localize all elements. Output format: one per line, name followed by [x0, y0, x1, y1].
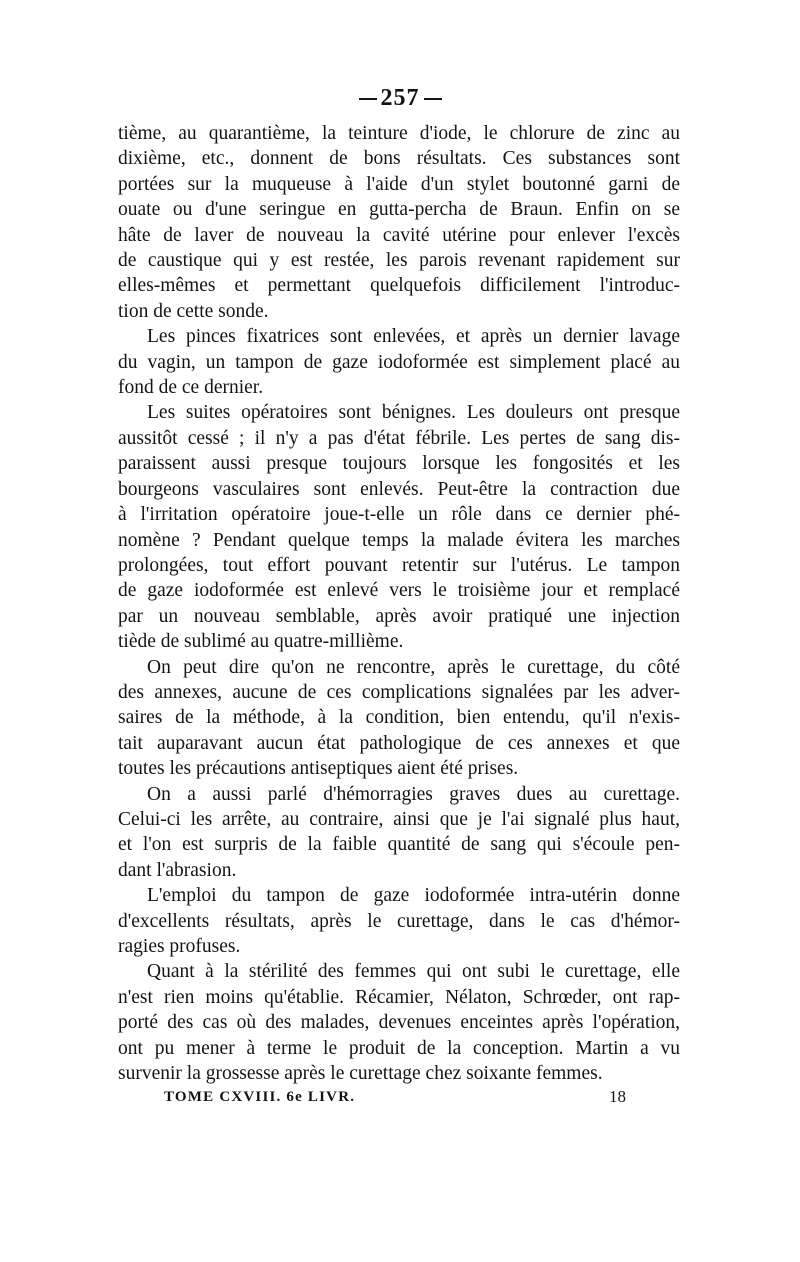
- text-line: tiède de sublimé au quatre-millième.: [118, 631, 404, 653]
- text-line: tième, au quarantième, la teinture d'iode, le chlorure de zinc au: [118, 123, 680, 144]
- text-line: des annexes, aucune de ces complications signalées par les adver-: [118, 681, 680, 703]
- text-line: paraissent aussi presque toujours lorsque les fongosités et les: [118, 453, 680, 475]
- text-line: prolongées, tout effort pouvant retentir sur l'utérus. Le tampon: [118, 554, 680, 576]
- text-line: aussitôt cessé ; il n'y a pas d'état fébrile. Les pertes de sang dis-: [118, 427, 680, 449]
- text-line: Celui-ci les arrête, au contraire, ainsi que je l'ai signalé plus haut,: [118, 808, 680, 830]
- text-line: nomène ? Pendant quelque temps la malade évitera les marches: [118, 529, 680, 551]
- text-line: bourgeons vasculaires sont enlevés. Peut-être la contraction due: [118, 478, 680, 500]
- text-line: tait auparavant aucun état pathologique de ces annexes et que: [118, 732, 680, 754]
- text-line: Les suites opératoires sont bénignes. Les douleurs ont presque: [147, 402, 680, 424]
- footer-sheet-number: 18: [609, 1087, 626, 1106]
- paragraph: [118, 121, 680, 324]
- text-line: ragies profuses.: [118, 936, 241, 957]
- paragraph: [118, 324, 680, 400]
- text-line: dixième, etc., donnent de bons résultats. Ces substances sont: [118, 148, 680, 170]
- text-line: et l'on est surpris de la faible quantité de sang qui s'écoule pen-: [118, 834, 680, 856]
- text-line: ouate ou d'une seringue en gutta-percha de Braun. Enfin on se: [118, 199, 680, 221]
- text-line: porté des cas où des malades, devenues enceintes après l'opération,: [118, 1012, 680, 1034]
- text-line: tion de cette sonde.: [118, 300, 269, 322]
- text-line: On a aussi parlé d'hémorragies graves dues au curettage.: [147, 783, 680, 805]
- text-line: portées sur la muqueuse à l'aide d'un stylet boutonné garni de: [118, 173, 680, 195]
- text-line: à l'irritation opératoire joue-t-elle un rôle dans ce dernier phé-: [118, 504, 680, 526]
- text-line: n'est rien moins qu'établie. Récamier, Nélaton, Schrœder, ont rap-: [118, 986, 680, 1008]
- text-line: d'excellents résultats, après le curettage, dans le cas d'hémor-: [118, 910, 680, 932]
- text-line: toutes les précautions antiseptiques aient été prises.: [118, 758, 519, 780]
- header-dash-left: [359, 98, 377, 100]
- text-line: hâte de laver de nouveau la cavité utérine pour enlever l'excès: [118, 224, 680, 246]
- paragraph: [118, 883, 680, 959]
- paragraph: [118, 959, 680, 1086]
- paragraph: [118, 400, 680, 654]
- text-line: dant l'abrasion.: [118, 859, 237, 881]
- text-line: par un nouveau semblable, après avoir pratiqué une injection: [118, 605, 680, 627]
- text-line: Quant à la stérilité des femmes qui ont subi le curettage, elle: [147, 961, 680, 983]
- text-line: du vagin, un tampon de gaze iodoformée est simplement placé au: [118, 351, 680, 373]
- text-line: saires de la méthode, à la condition, bien entendu, qu'il n'exis-: [118, 707, 680, 729]
- text-line: elles-mêmes et permettant quelquefois difficilement l'introduc-: [118, 275, 680, 297]
- text-line: L'emploi du tampon de gaze iodoformée intra-utérin donne: [147, 885, 680, 907]
- text-line: ont pu mener à terme le produit de la conception. Martin a vu: [118, 1037, 680, 1059]
- page-number-header: [0, 84, 800, 112]
- page-number: 257: [380, 85, 420, 111]
- footer-signature: TOME CXVIII. 6e LIVR.: [164, 1089, 356, 1105]
- header-dash-right: [424, 98, 442, 100]
- text-line: de caustique qui y est restée, les parois revenant rapidement sur: [118, 250, 680, 272]
- text-line: survenir la grossesse après le curettage chez soixante femmes.: [118, 1063, 603, 1085]
- paragraph: [118, 655, 680, 782]
- text-line: fond de ce dernier.: [118, 377, 264, 399]
- text-line: On peut dire qu'on ne rencontre, après le curettage, du côté: [147, 656, 680, 678]
- text-line: de gaze iodoformée est enlevé vers le troisième jour et remplacé: [118, 580, 680, 602]
- body-text: [118, 121, 680, 1086]
- paragraph: [118, 782, 680, 884]
- text-line: Les pinces fixatrices sont enlevées, et après un dernier lavage: [147, 326, 680, 348]
